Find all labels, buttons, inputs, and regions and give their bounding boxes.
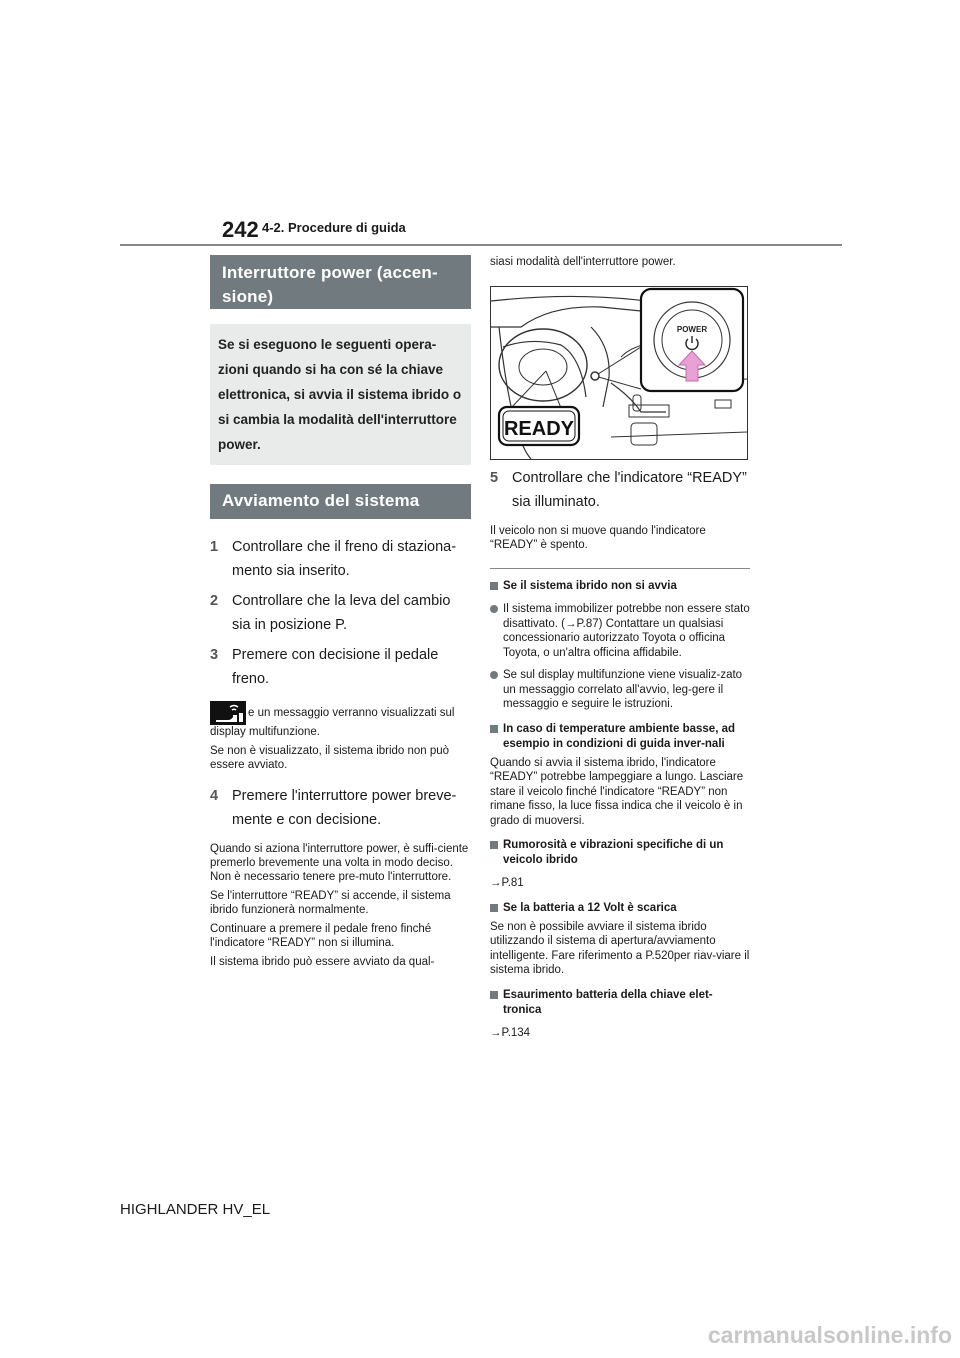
topic-not-start (490, 579, 750, 594)
step-number: 1 (210, 539, 219, 555)
heading-power-switch: Interruttore power (accen-sione) (210, 255, 471, 309)
step-number: 2 (210, 593, 219, 609)
right-column (490, 255, 750, 1040)
bullet-text: Il sistema immobilizer potrebbe non essere stato disattivato. (→P.87) Contattare un qualsiasi concessionario autorizzato Toyota o officina Toyota, o un'altra officina affidabile. (503, 603, 750, 659)
heading-start-hybrid: Avviamento del sistema ibrido (210, 484, 471, 517)
intro-box: Se si eseguono le seguenti opera-zioni quando si ha con sé la chiave elettronica, si avvia il sistema ibrido o si cambia la modalità dell'interruttore power. (210, 324, 471, 465)
topic-text: Se il sistema ibrido non si avvia (503, 580, 677, 592)
header-rule (120, 244, 842, 246)
note-indicator (210, 701, 471, 739)
page-number: 242 (222, 217, 259, 242)
note-ready-off: Il veicolo non si muove quando l'indicatore “READY” è spento. (490, 525, 706, 551)
topic-text: Se la batteria a 12 Volt è scarica (503, 901, 677, 914)
step-number: 3 (210, 647, 219, 663)
note-text: e un messaggio verranno visualizzati sul display multifunzione. (210, 707, 455, 738)
bullet-text: Se sul display multifunzione viene visualiz-zato un messaggio correlato all'avvio, leg-gere il messaggio e seguire le istruzioni. (503, 669, 743, 710)
step-2 (210, 589, 471, 637)
round-bullet-icon (490, 671, 498, 679)
note-continued: siasi modalità dell'interruttore power. (490, 256, 676, 268)
note-any-mode: Il sistema ibrido può essere avviato da qual- (210, 956, 435, 968)
square-bullet-icon (490, 841, 498, 849)
note-not-shown: Se non è visualizzato, il sistema ibrido non può essere avviato. (210, 745, 450, 771)
section-rule (490, 568, 750, 569)
step-number: 4 (210, 788, 219, 804)
smart-key-indicator-icon (210, 701, 246, 725)
step-text: Controllare che l'indicatore “READY” sia illuminato. (512, 470, 747, 510)
topic-battery-discharged (490, 901, 750, 916)
ref-p81[interactable]: →P.81 (490, 877, 524, 889)
bullet-display-message (490, 668, 750, 712)
step-number: 5 (490, 470, 499, 486)
topic-text: In caso di temperature ambiente basse, ad esempio in condizioni di guida inver-nali (503, 722, 735, 750)
topic-low-temperature (490, 722, 750, 752)
footer-model: HIGHLANDER HV_EL (120, 1201, 271, 1218)
step-4 (210, 784, 471, 832)
power-label: POWER (676, 325, 708, 334)
note-ready-on: Se l'interruttore “READY” si accende, il sistema ibrido funzionerà normalmente. (210, 890, 451, 916)
para-low-temperature: Quando si avvia il sistema ibrido, l'indicatore “READY” potrebbe lampeggiare a lungo. Lasciare stare il veicolo finché l'indicatore “READY” non rimane fisso, la luce fissa indica che il veicolo è in grado di muoversi. (490, 756, 744, 827)
step-3 (210, 643, 471, 691)
square-bullet-icon (490, 725, 498, 733)
step-text: Premere l'interruttore power breve-mente e con decisione. (232, 788, 457, 828)
square-bullet-icon (490, 582, 498, 590)
ref-p134[interactable]: →P.134 (490, 1026, 531, 1039)
round-bullet-icon (490, 605, 498, 613)
topic-text: Rumorosità e vibrazioni specifiche di un veicolo ibrido (503, 839, 724, 866)
topic-text: Esaurimento batteria della chiave elet-tronica (503, 988, 713, 1016)
para-battery-discharged: Se non è possibile avviare il sistema ibrido utilizzando il sistema di apertura/avviamento intelligente. Fare riferimento a P.520per riav-viare il sistema ibrido. (490, 920, 750, 976)
section-title: 4-2. Procedure di guida (262, 220, 406, 235)
watermark: carmanualsonline.info (707, 1322, 952, 1348)
dashboard-illustration (490, 286, 748, 460)
step-text: Premere con decisione il pedale freno. (232, 647, 439, 687)
square-bullet-icon (490, 991, 498, 999)
step-text: Controllare che la leva del cambio sia in posizione P. (232, 593, 451, 633)
ready-label: READY (503, 418, 575, 440)
left-column (210, 255, 471, 969)
step-text: Controllare che il freno di staziona-mento sia inserito. (232, 539, 457, 579)
topic-key-battery (490, 988, 750, 1018)
step-1 (210, 535, 471, 583)
note-keep-brake: Continuare a premere il pedale freno finché l'indicatore “READY” non si illumina. (210, 923, 432, 949)
bullet-immobilizer (490, 602, 750, 660)
topic-noise-vibration (490, 838, 750, 868)
square-bullet-icon (490, 904, 498, 912)
note-press-briefly: Quando si aziona l'interruttore power, è suffi-ciente premerlo brevemente una volta in modo deciso. Non è necessario tenere pre-muto l'interruttore. (210, 843, 469, 883)
step-5 (490, 466, 750, 514)
